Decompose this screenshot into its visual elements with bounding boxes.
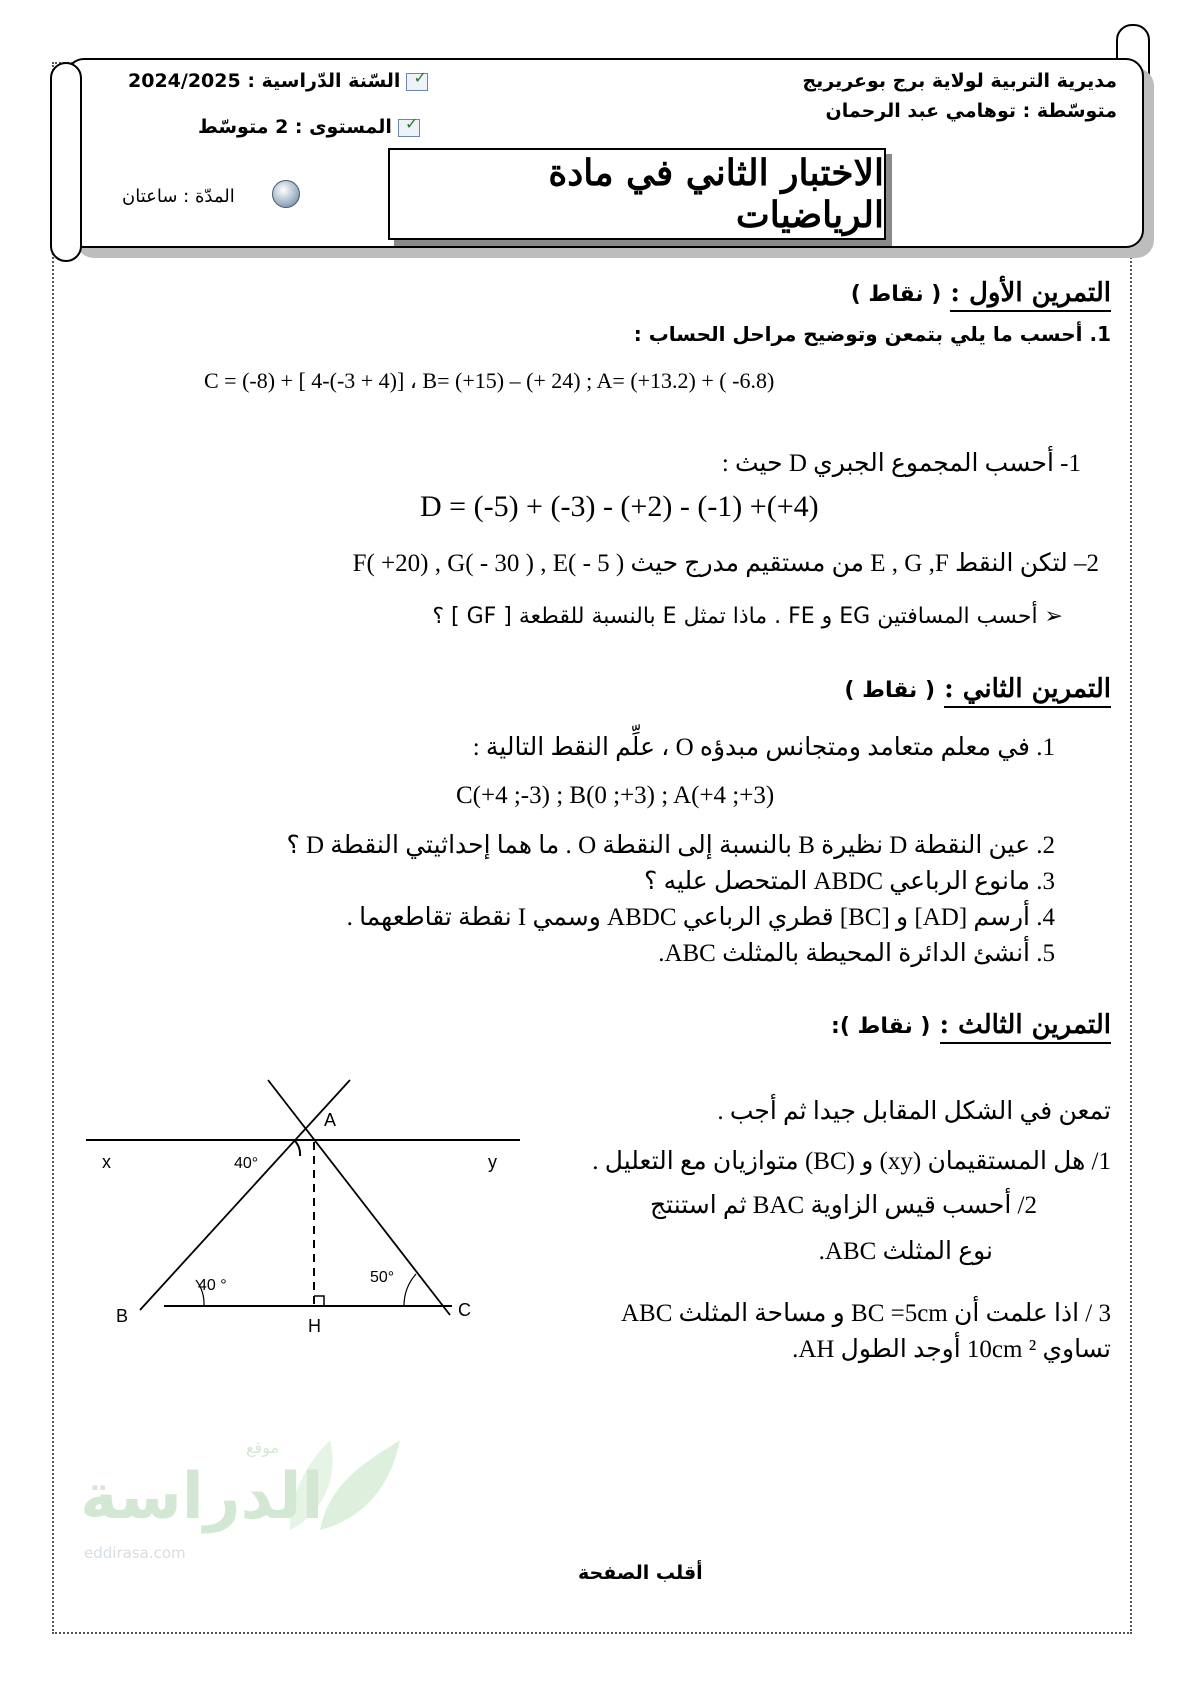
- exercise-1-title: التمرين الأول : ( نقاط ): [851, 278, 1111, 308]
- ex1-expressions: C = (-8) + [ 4-(-3 + 4)] ، B= (+15) – (+ 24) ; A= (+13.2) + ( -6.8): [204, 368, 775, 393]
- exam-title: الاختبار الثاني في مادة الرياضيات: [388, 148, 886, 240]
- site-watermark: [70, 1420, 410, 1570]
- label-b: B: [116, 1306, 129, 1326]
- scroll-curl-left: [50, 62, 82, 262]
- directorate: مديرية التربية لولاية برج بوعريريج: [802, 70, 1117, 92]
- watermark-main: الدراسة: [80, 1460, 324, 1534]
- ex2-question-5: 5. أنشئ الدائرة المحيطة بالمثلث ABC.: [658, 940, 1055, 967]
- label-angle-b: 40 °: [198, 1277, 227, 1294]
- ex1-question-3b: ➢ أحسب المسافتين EG و FE . ماذا تمثل E بالنسبة للقطعة [ GF ] ؟: [432, 604, 1063, 629]
- ex2-question-4: 4. أرسم [AD] و [BC] قطري الرباعي ABDC وسمي I نقطة تقاطعهما .: [346, 904, 1055, 931]
- label-a: A: [324, 1110, 337, 1130]
- level: ✓المستوى : 2 متوسّط: [198, 116, 420, 138]
- ex3-intro: تمعن في الشكل المقابل جيدا ثم أجب .: [717, 1098, 1111, 1125]
- ex3-question-2a: 2/ أحسب قيس الزاوية BAC ثم استنتج: [650, 1192, 1037, 1219]
- clock-icon: [272, 180, 300, 208]
- label-y: y: [488, 1152, 497, 1172]
- label-x: x: [102, 1152, 111, 1172]
- label-angle-top: 40°: [234, 1155, 259, 1172]
- ex3-question-3b: تساوي 10cm ² أوجد الطول AH.: [792, 1336, 1111, 1363]
- turn-page-note: أقلب الصفحة: [578, 1562, 703, 1584]
- triangle-figure: [80, 1070, 530, 1340]
- school-name: متوسّطة : توهامي عبد الرحمان: [825, 100, 1117, 122]
- duration: المدّة : ساعتان: [122, 186, 235, 207]
- label-angle-c: 50°: [370, 1269, 395, 1286]
- ex3-question-1: 1/ هل المستقيمان (xy) و (BC) متوازيان مع التعليل .: [592, 1148, 1111, 1175]
- ex2-points-list: C(+4 ;-3) ; B(0 ;+3) ; A(+4 ;+3): [456, 782, 775, 809]
- ex2-question-3: 3. مانوع الرباعي ABDC المتحصل عليه ؟: [644, 868, 1055, 895]
- ex2-question-2: 2. عين النقطة D نظيرة B بالنسبة إلى النقطة O . ما هما إحداثيتي النقطة D ؟: [286, 832, 1055, 859]
- ex1-d-expression: D = (-5) + (-3) - (+2) - (-1) +(+4): [420, 490, 819, 523]
- label-c: C: [458, 1300, 471, 1320]
- exercise-2-title: التمرين الثاني : ( نقاط ): [844, 674, 1111, 704]
- watermark-url: eddirasa.com: [84, 1544, 186, 1562]
- label-h: H: [308, 1316, 321, 1336]
- watermark-small: موقع: [246, 1438, 279, 1457]
- ex2-question-1: 1. في معلم متعامد ومتجانس مبدؤه O ، علِّم النقط التالية :: [472, 734, 1055, 761]
- ex3-question-3a: 3 / اذا علمت أن BC =5cm و مساحة المثلث ABC: [620, 1300, 1111, 1327]
- school-year: ✓السّنة الدّراسية : 2024/2025: [128, 70, 428, 92]
- ex1-question-2: 1- أحسب المجموع الجبري D حيث :: [721, 450, 1081, 477]
- ex3-question-2b: نوع المثلث ABC.: [818, 1238, 993, 1265]
- ex1-question-3: 2– لتكن النقط E , G ,F من مستقيم مدرج حيث F( +20) , G( - 30 ) , E( - 5 ): [352, 550, 1099, 577]
- ex1-question-1: 1. أحسب ما يلي بتمعن وتوضيح مراحل الحساب :: [633, 322, 1111, 346]
- note-icon: [406, 73, 428, 91]
- exercise-3-title: التمرين الثالث : ( نقاط ):: [831, 1010, 1111, 1040]
- note-icon: [398, 119, 420, 137]
